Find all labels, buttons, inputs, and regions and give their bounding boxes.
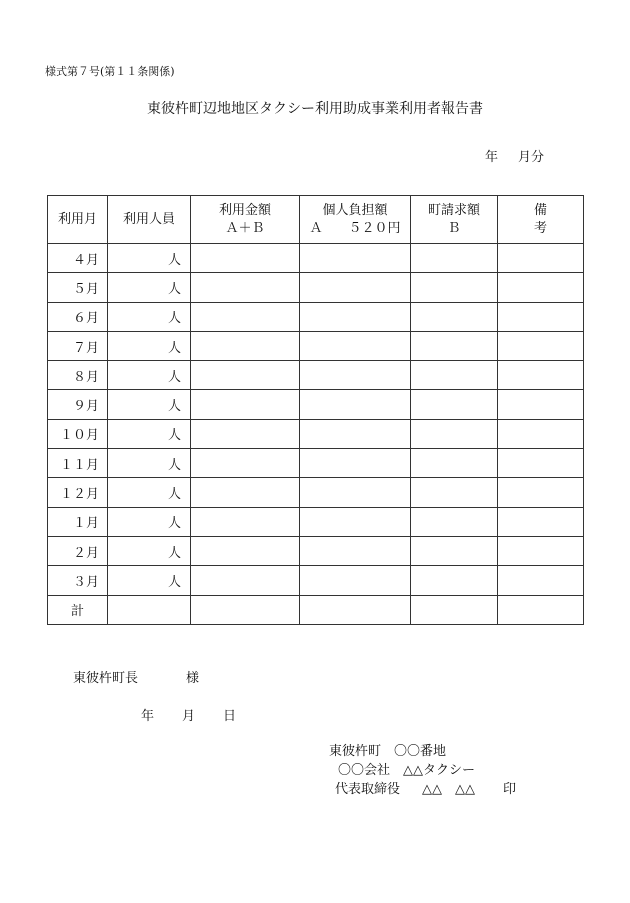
- table-row: [48, 507, 584, 536]
- total-remarks-cell[interactable]: [498, 595, 584, 624]
- header-claim: [411, 196, 498, 244]
- header-month: 利用月: [48, 196, 108, 244]
- burden-cell[interactable]: [300, 273, 411, 302]
- month-cell: ３月: [48, 566, 108, 595]
- amount-cell[interactable]: [191, 302, 300, 331]
- claim-cell[interactable]: [411, 536, 498, 565]
- burden-cell[interactable]: [300, 361, 411, 390]
- sender-representative: [335, 778, 516, 797]
- date-month: 月: [182, 709, 196, 724]
- header-remarks: 備考: [498, 196, 584, 244]
- remarks-cell[interactable]: [498, 302, 584, 331]
- claim-cell[interactable]: [411, 566, 498, 595]
- burden-cell[interactable]: [300, 244, 411, 273]
- remarks-cell[interactable]: [498, 507, 584, 536]
- document-title: 東彼杵町辺地地区タクシー利用助成事業利用者報告書: [147, 101, 483, 117]
- remarks-cell[interactable]: [498, 390, 584, 419]
- claim-cell[interactable]: [411, 331, 498, 360]
- amount-cell[interactable]: [191, 478, 300, 507]
- people-cell[interactable]: 人: [108, 419, 191, 448]
- table-row: [48, 419, 584, 448]
- total-amount-cell[interactable]: [191, 595, 300, 624]
- usage-report-table: [47, 195, 584, 625]
- report-period: [443, 146, 544, 165]
- header-claim-line2: Ｂ: [447, 220, 461, 236]
- rep-name: △△ △△: [422, 782, 476, 797]
- rep-title: 代表取締役: [335, 782, 401, 797]
- table-row: [48, 273, 584, 302]
- amount-cell[interactable]: [191, 566, 300, 595]
- remarks-cell[interactable]: [498, 566, 584, 595]
- total-burden-cell[interactable]: [300, 595, 411, 624]
- header-burden-line1: 個人負担額: [322, 202, 388, 218]
- remarks-cell[interactable]: [498, 331, 584, 360]
- table-row: [48, 478, 584, 507]
- claim-cell[interactable]: [411, 273, 498, 302]
- claim-cell[interactable]: [411, 361, 498, 390]
- month-cell: ４月: [48, 244, 108, 273]
- remarks-cell[interactable]: [498, 273, 584, 302]
- month-cell: ９月: [48, 390, 108, 419]
- month-cell: １２月: [48, 478, 108, 507]
- amount-cell[interactable]: [191, 273, 300, 302]
- sender-company: 〇〇会社 △△タクシー: [338, 763, 475, 778]
- recipient-name: 東彼杵町長: [73, 671, 139, 686]
- people-cell[interactable]: 人: [108, 566, 191, 595]
- total-label: 計: [48, 595, 108, 624]
- header-burden: [300, 196, 411, 244]
- burden-cell[interactable]: [300, 507, 411, 536]
- people-cell[interactable]: 人: [108, 273, 191, 302]
- people-cell[interactable]: 人: [108, 536, 191, 565]
- header-claim-line1: 町請求額: [427, 202, 480, 218]
- remarks-cell[interactable]: [498, 478, 584, 507]
- table-row: [48, 566, 584, 595]
- month-cell: ２月: [48, 536, 108, 565]
- burden-cell[interactable]: [300, 390, 411, 419]
- remarks-cell[interactable]: [498, 536, 584, 565]
- burden-cell[interactable]: [300, 419, 411, 448]
- total-claim-cell[interactable]: [411, 595, 498, 624]
- amount-cell[interactable]: [191, 507, 300, 536]
- claim-cell[interactable]: [411, 478, 498, 507]
- burden-cell[interactable]: [300, 449, 411, 478]
- year-label: 年: [485, 150, 499, 165]
- people-cell[interactable]: 人: [108, 244, 191, 273]
- amount-cell[interactable]: [191, 449, 300, 478]
- header-amount-line1: 利用金額: [218, 202, 271, 218]
- table-row: [48, 536, 584, 565]
- recipient: [73, 667, 199, 686]
- header-amount: [191, 196, 300, 244]
- month-cell: ７月: [48, 331, 108, 360]
- people-cell[interactable]: 人: [108, 478, 191, 507]
- table-row: [48, 302, 584, 331]
- people-cell[interactable]: 人: [108, 449, 191, 478]
- header-burden-line2: Ａ ５２０円: [309, 220, 401, 236]
- table-row: [48, 361, 584, 390]
- claim-cell[interactable]: [411, 507, 498, 536]
- month-cell: ８月: [48, 361, 108, 390]
- remarks-cell[interactable]: [498, 449, 584, 478]
- total-people-cell[interactable]: [108, 595, 191, 624]
- month-cell: ６月: [48, 302, 108, 331]
- claim-cell[interactable]: [411, 449, 498, 478]
- people-cell[interactable]: 人: [108, 302, 191, 331]
- month-label: 月分: [518, 150, 545, 165]
- burden-cell[interactable]: [300, 566, 411, 595]
- burden-cell[interactable]: [300, 478, 411, 507]
- amount-cell[interactable]: [191, 361, 300, 390]
- month-cell: １１月: [48, 449, 108, 478]
- claim-cell[interactable]: [411, 390, 498, 419]
- amount-cell[interactable]: [191, 331, 300, 360]
- month-cell: １０月: [48, 419, 108, 448]
- table-row: [48, 331, 584, 360]
- people-cell[interactable]: 人: [108, 331, 191, 360]
- amount-cell[interactable]: [191, 536, 300, 565]
- people-cell[interactable]: 人: [108, 361, 191, 390]
- seal-mark: 印: [503, 782, 517, 797]
- amount-cell[interactable]: [191, 390, 300, 419]
- month-cell: ５月: [48, 273, 108, 302]
- amount-cell[interactable]: [191, 244, 300, 273]
- burden-cell[interactable]: [300, 536, 411, 565]
- header-row: [48, 196, 584, 244]
- recipient-honorific: 様: [186, 671, 200, 686]
- remarks-cell[interactable]: [498, 244, 584, 273]
- header-people: 利用人員: [108, 196, 191, 244]
- header-amount-line2: Ａ＋Ｂ: [225, 220, 265, 236]
- people-cell[interactable]: 人: [108, 390, 191, 419]
- table-row: [48, 449, 584, 478]
- remarks-cell[interactable]: [498, 361, 584, 390]
- amount-cell[interactable]: [191, 419, 300, 448]
- burden-cell[interactable]: [300, 302, 411, 331]
- sender-address: 東彼杵町 〇〇番地: [329, 744, 447, 759]
- month-cell: １月: [48, 507, 108, 536]
- claim-cell[interactable]: [411, 244, 498, 273]
- total-row: [48, 595, 584, 624]
- remarks-cell[interactable]: [498, 419, 584, 448]
- date-year: 年: [141, 709, 155, 724]
- people-cell[interactable]: 人: [108, 507, 191, 536]
- table-row: [48, 390, 584, 419]
- submission-date: [141, 705, 236, 724]
- table-row: [48, 244, 584, 273]
- date-day: 日: [223, 709, 237, 724]
- claim-cell[interactable]: [411, 302, 498, 331]
- form-number: 様式第７号(第１１条関係): [45, 65, 175, 78]
- burden-cell[interactable]: [300, 331, 411, 360]
- claim-cell[interactable]: [411, 419, 498, 448]
